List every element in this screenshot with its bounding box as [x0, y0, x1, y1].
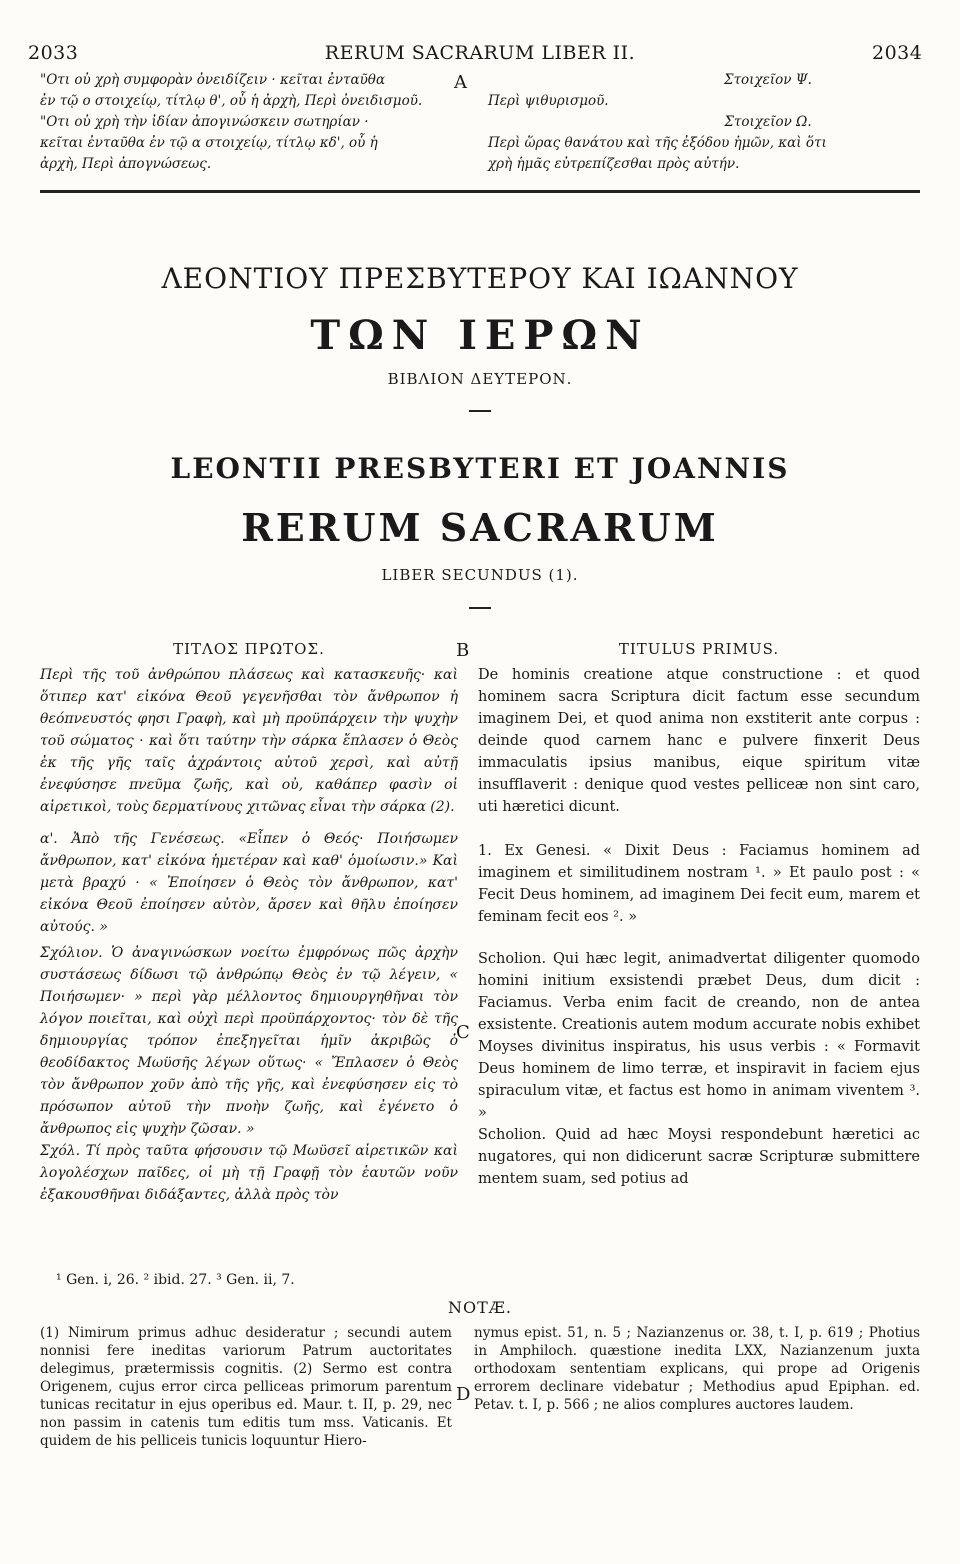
latin-paragraph: 1. Ex Genesi. « Dixit Deus : Faciamus hominem ad imaginem et similitudinem nostram ¹. » Et paulo post : « Fecit Deus hominem, ad imaginem Dei fecit eum, marem et feminam fecit eos ². »: [478, 843, 920, 925]
latin-paragraph: De hominis creatione atque constructione : et quod hominem sacra Scriptura dicit factum esse secundum imaginem Dei, et quod anima non exstiterit ante corpus : deinde quod carnem hanc e pulvere finxerit Deus immaculatis ipsius manibus, eique spiritum vitæ insufflaverit : denique quod vestes pelliceæ non sint caro, uti hæretici dicunt.: [478, 667, 920, 815]
toc-left-line: "Οτι οὐ χρὴ τὴν ἰδίαν ἀπογινώσκειν σωτηρίαν ·: [40, 114, 369, 130]
margin-marker-a: A: [454, 72, 467, 93]
page-number-left: 2033: [28, 42, 79, 64]
greek-paragraph: Περὶ τῆς τοῦ ἀνθρώπου πλάσεως καὶ κατασκευῆς· καὶ ὅτιπερ κατ' εἰκόνα Θεοῦ γεγενῆσθαι τὸν ἄνθρωπον ἡ θεόπνευστός φησι Γραφὴ, καὶ μὴ προϋπάρχειν τὴν ψυχὴν τοῦ σώματος · καὶ ὅτι ταύτην τὴν σάρκα ἔπλασεν ὁ Θεὸς ἐκ τῆς γῆς ταῖς ἀχράντοις αὐτοῦ χερσὶ, καὶ αὐτῇ ἐνεφύσησε πνεῦμα ζωῆς, καὶ οὐ, καθάπερ φασὶν οἱ αἱρετικοὶ, τοὺς δερματίνους χιτῶνας εἶναι τὴν σάρκα (2).: [40, 667, 458, 815]
greek-title-line2: ΤΩΝ ΙΕΡΩΝ: [310, 312, 650, 359]
page-number-right: 2034: [872, 42, 923, 64]
greek-paragraph: Σχόλιον. Ὁ ἀναγινώσκων νοείτω ἐμφρόνως πῶς ἀρχὴν συστάσεως δίδωσι τῷ ἀνθρώπῳ Θεὸς ἐν τῷ λέγειν, « Ποιήσωμεν· » περὶ γὰρ μέλλοντος δημιουργηθῆναι τὸν λόγον ποιεῖται, καὶ οὐχὶ περὶ προϋπάρχοντος· τὸν δὲ τῆς δημιουργίας τρόπον ἐπεξηγεῖται ἡμῖν ἀκριβῶς ὁ θεοδίδακτος Μωϋσῆς λέγων οὕτως· « Ἔπλασεν ὁ Θεὸς τὸν ἄνθρωπον χοῦν ἀπὸ τῆς γῆς, καὶ ἐνεφύσησεν εἰς τὸ πρόσωπον αὐτοῦ τὴν πνοὴν ζωῆς, καὶ ἐγένετο ὁ ἄνθρωπος εἰς ψυχὴν ζῶσαν. »: [40, 945, 458, 1137]
toc-left-line: ἀρχὴ, Περὶ ἀπογνώσεως.: [40, 156, 212, 172]
notae-right: nymus epist. 51, n. 5 ; Nazianzenus or. 38, t. I, p. 619 ; Photius in Amphiloch. quæstione inedita LXX, Nazianzenum juxta orthodoxam sententiam explicans, qui prope ad Origenis errorem declinare videbatur ; Methodius apud Epiphan. ed. Petav. t. I, p. 566 ; ne alios complures auctores laudem.: [474, 1325, 920, 1413]
latin-paragraph: Scholion. Quid ad hæc Moysi respondebunt hæretici ac nugatores, qui non didicerunt sacræ Scripturæ submittere mentem suam, sed potius ad: [478, 1127, 920, 1187]
latin-title-line1: LEONTII PRESBYTERI ET JOANNIS: [170, 452, 790, 485]
title-dash: [469, 607, 491, 609]
toc-right-line: χρὴ ἡμᾶς εὐτρεπίζεσθαι πρὸς αὐτήν.: [488, 156, 740, 172]
toc-heading-psi: Στοιχεῖον Ψ.: [724, 72, 812, 88]
toc-left-line: ἐν τῷ ο στοιχείῳ, τίτλῳ θ', οὗ ἡ ἀρχὴ, Περὶ ὀνειδισμοῦ.: [40, 93, 423, 109]
greek-title-line1: ΛΕΟΝΤΙΟΥ ΠΡΕΣΒΥΤΕΡΟΥ ΚΑΙ ΙΩΑΝΝΟΥ: [161, 262, 799, 295]
notae-left: (1) Nimirum primus adhuc desideratur ; secundi autem nonnisi fere ineditas variorum Patrum auctoritates delegimus, prætermissis cognitis. (2) Sermo est contra Origenem, cujus error circa pelliceas primorum parentum tunicas recitatur in ejus operibus ed. Maur. t. II, p. 29, nec non passim in catenis tum editis tum mss. Vaticanis. Et quidem de his pelliceis tunicis loquuntur Hiero-: [40, 1325, 452, 1449]
top-rule: [40, 190, 920, 193]
toc-right-line: Περὶ ψιθυρισμοῦ.: [488, 93, 609, 109]
latin-title-line2: RERUM SACRARUM: [241, 505, 719, 550]
notae-heading: NOTÆ.: [448, 1298, 512, 1317]
toc-left-line: "Οτι οὐ χρὴ συμφορὰν ὀνειδίζειν · κεῖται ἐνταῦθα: [40, 72, 386, 88]
latin-section-heading: TITULUS PRIMUS.: [618, 640, 780, 658]
greek-section-heading: ΤΙΤΛΟΣ ΠΡΩΤΟΣ.: [173, 640, 325, 658]
greek-column: [40, 664, 458, 1206]
margin-marker-c: C: [456, 1022, 470, 1043]
margin-marker-d: D: [456, 1384, 471, 1405]
toc-heading-omega: Στοιχεῖον Ω.: [724, 114, 812, 130]
margin-marker-b: B: [456, 640, 470, 661]
latin-title-line3: LIBER SECUNDUS (1).: [381, 566, 579, 584]
latin-column: [478, 664, 920, 1190]
greek-paragraph: Σχόλ. Τί πρὸς ταῦτα φήσουσιν τῷ Μωϋσεῖ αἱρετικῶν καὶ λογολέσχων παῖδες, οἱ μὴ τῇ Γραφῇ τὸν ἑαυτῶν νοῦν ἐξακουσθῆναι διδάξαντες, ἀλλὰ πρὸς τὸν: [40, 1143, 458, 1203]
latin-paragraph: Scholion. Qui hæc legit, animadvertat diligenter quomodo homini initium exsistendi præbet Deus, dum dicit : Faciamus. Verba enim facit de creando, non de antea exsistente. Creationis autem modum accurate nobis exhibet Moyses divinitus inspiratus, his usus verbis : « Formavit Deus hominem de limo terræ, et inspiravit in faciem ejus spiraculum vitæ, et factus est homo in animam viventem ³. »: [478, 951, 920, 1121]
toc-left-line: κεῖται ἐνταῦθα ἐν τῷ α στοιχείῳ, τίτλῳ κδ', οὗ ἡ: [40, 135, 378, 151]
toc-right-line: Περὶ ὥρας θανάτου καὶ τῆς ἐξόδου ἡμῶν, καὶ ὅτι: [488, 135, 827, 151]
greek-paragraph: α'. Ἀπὸ τῆς Γενέσεως. «Εἶπεν ὁ Θεός· Ποιήσωμεν ἄνθρωπον, κατ' εἰκόνα ἡμετέραν καὶ καθ' ὁμοίωσιν.» Καὶ μετὰ βραχύ · « Ἐποίησεν ὁ Θεὸς τὸν ἄνθρωπον, κατ' εἰκόνα Θεοῦ ἐποίησεν αὐτὸν, ἄρσεν καὶ θῆλυ ἐποίησεν αὐτούς. »: [40, 831, 458, 935]
title-dash: [469, 410, 491, 412]
scripture-references: ¹ Gen. i, 26. ² ibid. 27. ³ Gen. ii, 7.: [56, 1272, 295, 1288]
toc-right: [488, 70, 928, 175]
toc-left: [40, 70, 458, 175]
running-title: RERUM SACRARUM LIBER II.: [324, 42, 636, 64]
greek-title-line3: ΒΙΒΛΙΟΝ ΔΕΥΤΕΡΟΝ.: [387, 370, 573, 388]
